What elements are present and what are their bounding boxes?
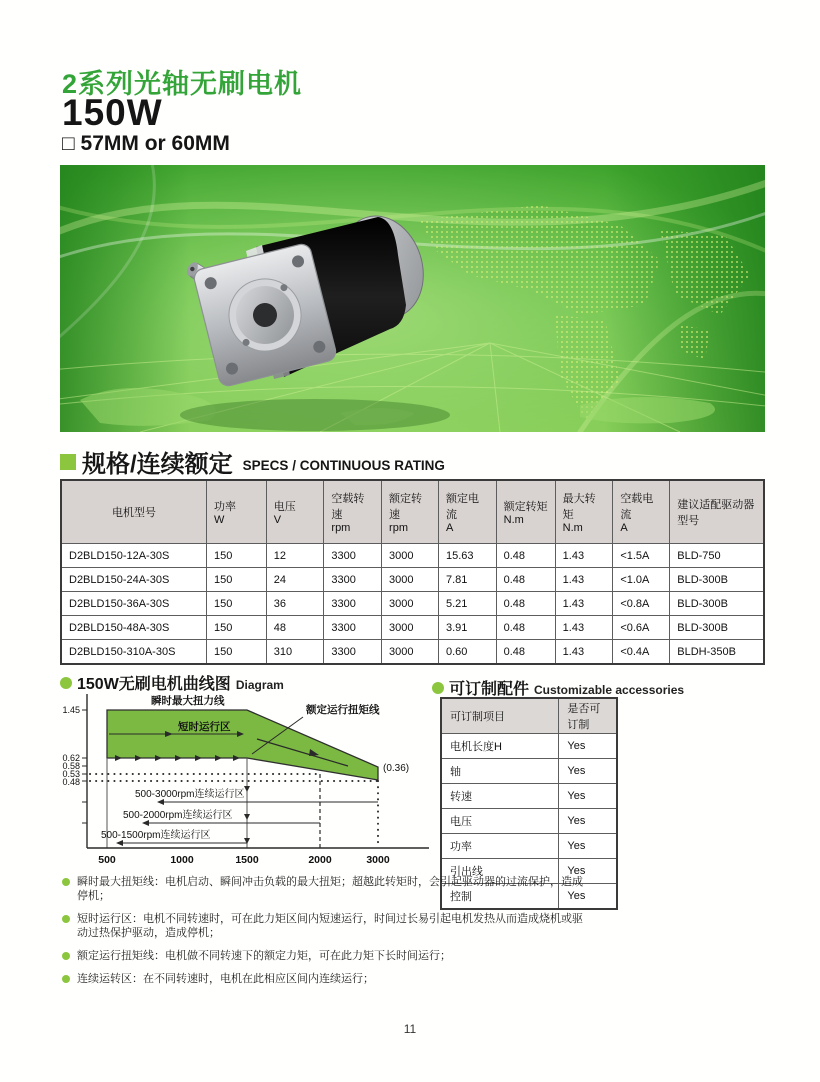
spec-table-cell: BLD-300B (670, 592, 764, 616)
svg-text:0.58: 0.58 (62, 761, 80, 771)
svg-text:1.45: 1.45 (62, 705, 80, 715)
spec-table-cell: 3000 (382, 640, 439, 665)
spec-table-cell: 3300 (324, 616, 382, 640)
accessories-table-cell: Yes (559, 784, 617, 809)
torque-curve-chart (55, 690, 433, 877)
spec-column-header: 最大转矩 N.m (555, 480, 613, 544)
spec-table-cell: D2BLD150-48A-30S (61, 616, 207, 640)
spec-table-cell: <0.8A (613, 592, 670, 616)
spec-table-cell: 0.60 (438, 640, 496, 665)
svg-text:500: 500 (98, 854, 116, 866)
spec-table-row (61, 640, 764, 665)
spec-table-cell: 15.63 (438, 544, 496, 568)
spec-table-row (61, 616, 764, 640)
spec-column-header: 电机型号 (61, 480, 207, 544)
svg-text:额定运行扭矩线: 额定运行扭矩线 (306, 704, 380, 716)
x-axis-labels (98, 854, 390, 866)
svg-text:0.62: 0.62 (62, 753, 80, 763)
spec-table (60, 479, 765, 665)
spec-table-cell: 3000 (382, 544, 439, 568)
spec-table-cell: 3300 (324, 592, 382, 616)
footnote-item (62, 972, 592, 986)
spec-table-cell: 24 (266, 568, 324, 592)
spec-table-header-row (61, 480, 764, 544)
note-bullet-icon (62, 878, 70, 886)
accessories-table-row (441, 734, 617, 759)
page-number: 11 (403, 1022, 417, 1036)
accessories-table-cell: 轴 (441, 759, 559, 784)
accessories-table-cell: Yes (559, 734, 617, 759)
y-axis-labels (62, 705, 80, 787)
note-bullet-icon (62, 975, 70, 983)
spec-table-cell: 0.48 (496, 544, 555, 568)
spec-table-cell: 1.43 (555, 568, 613, 592)
spec-table-cell: D2BLD150-12A-30S (61, 544, 207, 568)
diagram-title-cn: 150W无刷电机曲线图 (77, 676, 231, 693)
spec-table-cell: D2BLD150-310A-30S (61, 640, 207, 665)
section-title-cn: 规格/连续额定 (82, 451, 233, 478)
power-title: 150W (62, 92, 163, 133)
spec-table-cell: 3300 (324, 640, 382, 665)
hero-image (60, 165, 765, 432)
spec-table-body (61, 544, 764, 665)
accessories-header (432, 676, 684, 699)
accessories-bullet-icon (432, 682, 444, 694)
size-title: □ 57MM or 60MM (62, 132, 230, 155)
spec-table-cell: 310 (266, 640, 324, 665)
spec-table-cell: 5.21 (438, 592, 496, 616)
svg-text:500-3000rpm连续运行区: 500-3000rpm连续运行区 (135, 789, 245, 800)
spec-column-header: 建议适配驱动器型号 (670, 480, 764, 544)
spec-table-cell: <0.6A (613, 616, 670, 640)
accessories-table-cell: Yes (559, 834, 617, 859)
svg-text:瞬时最大扭力线: 瞬时最大扭力线 (151, 695, 225, 707)
spec-column-header: 额定电流 A (438, 480, 496, 544)
spec-table-cell: 0.48 (496, 640, 555, 665)
spec-table-cell: BLD-300B (670, 568, 764, 592)
diagram-title-en: Diagram (235, 678, 284, 692)
spec-table-cell: 12 (266, 544, 324, 568)
accessories-title-en: Customizable accessories (534, 683, 685, 697)
series-title: 2系列光轴无刷电机 (62, 69, 303, 99)
note-bullet-icon (62, 915, 70, 923)
spec-table-cell: D2BLD150-36A-30S (61, 592, 207, 616)
spec-table-cell: 3000 (382, 592, 439, 616)
spec-table-cell: 36 (266, 592, 324, 616)
spec-table-row (61, 592, 764, 616)
svg-text:0.48: 0.48 (62, 777, 80, 787)
operating-envelope-area (107, 710, 378, 780)
spec-table-row (61, 544, 764, 568)
accessories-table-cell: 电机长度H (441, 734, 559, 759)
spec-table-cell: 0.48 (496, 568, 555, 592)
spec-table-cell: BLDH-350B (670, 640, 764, 665)
footnote-item (62, 875, 592, 903)
svg-text:3000: 3000 (366, 854, 390, 866)
accessories-table-row (441, 834, 617, 859)
accessories-table-cell: Yes (559, 759, 617, 784)
spec-table-cell: 3300 (324, 568, 382, 592)
footnotes (62, 875, 592, 995)
accessories-column-header: 可订制项目 (441, 698, 559, 734)
svg-text:1000: 1000 (170, 854, 194, 866)
spec-table-cell: 150 (207, 592, 267, 616)
accessories-table-cell: Yes (559, 884, 617, 910)
accessories-table-header-row (441, 698, 617, 734)
spec-column-header: 功率 W (207, 480, 267, 544)
spec-table-cell: 3.91 (438, 616, 496, 640)
svg-text:0.53: 0.53 (62, 769, 80, 779)
spec-table-cell: 0.48 (496, 616, 555, 640)
spec-table-cell: 150 (207, 640, 267, 665)
note-bullet-icon (62, 952, 70, 960)
spec-column-header: 额定转速 rpm (382, 480, 439, 544)
spec-table-cell: BLD-300B (670, 616, 764, 640)
spec-table-cell: 150 (207, 544, 267, 568)
svg-text:500-2000rpm连续运行区: 500-2000rpm连续运行区 (123, 810, 233, 821)
accessories-table-cell: 电压 (441, 809, 559, 834)
spec-table-cell: <0.4A (613, 640, 670, 665)
spec-table-cell: 48 (266, 616, 324, 640)
spec-table-cell: BLD-750 (670, 544, 764, 568)
accessories-table-cell: 控制 (441, 884, 559, 910)
spec-table-cell: D2BLD150-24A-30S (61, 568, 207, 592)
hero-banner (60, 165, 765, 432)
spec-column-header: 电压 V (266, 480, 324, 544)
svg-text:2000: 2000 (308, 854, 332, 866)
spec-table-cell: 3300 (324, 544, 382, 568)
note-text: 短时运行区：电机不同转速时，可在此力矩区间内短速运行，时间过长易引起电机发热从而造成烧机或驱动过热保护驱动，造成停机； (77, 913, 583, 939)
spec-table-row (61, 568, 764, 592)
note-text: 额定运行扭矩线：电机做不同转速下的额定力矩，可在此力矩下长时间运行； (77, 950, 451, 962)
spec-table-cell: 1.43 (555, 592, 613, 616)
diagram-bullet-icon (60, 677, 72, 689)
accessories-table-row (441, 784, 617, 809)
spec-table-cell: 1.43 (555, 544, 613, 568)
accessories-table-row (441, 809, 617, 834)
spec-table-cell: 3000 (382, 616, 439, 640)
note-text: 连续运转区：在不同转速时，电机在此相应区间内连续运行； (77, 973, 374, 985)
note-text: 瞬时最大扭矩线：电机启动、瞬间冲击负载的最大扭矩；超越此转矩时，会引起驱动器的过流保护，造成停机； (77, 876, 583, 902)
footnote-item (62, 912, 592, 940)
accessories-table-row (441, 759, 617, 784)
accessories-table-cell: 功率 (441, 834, 559, 859)
svg-text:500-1500rpm连续运行区: 500-1500rpm连续运行区 (101, 830, 211, 841)
accessories-column-header: 是否可订制 (559, 698, 617, 734)
svg-text:1500: 1500 (235, 854, 259, 866)
svg-text:短时运行区: 短时运行区 (178, 721, 231, 733)
spec-table-cell: 1.43 (555, 616, 613, 640)
accessories-table-cell: 转速 (441, 784, 559, 809)
spec-table-cell: 7.81 (438, 568, 496, 592)
zone-labels (101, 787, 244, 841)
accessories-table-cell: 引出线 (441, 859, 559, 884)
spec-table-cell: <1.5A (613, 544, 670, 568)
section-square-icon (60, 454, 76, 470)
spec-table-cell: <1.0A (613, 568, 670, 592)
spec-table-cell: 1.43 (555, 640, 613, 665)
spec-table-cell: 0.48 (496, 592, 555, 616)
section-title-en: SPECS / CONTINUOUS RATING (242, 458, 445, 473)
spec-column-header: 空载电流 A (613, 480, 670, 544)
spec-column-header: 额定转矩 N.m (496, 480, 555, 544)
spec-table-cell: 150 (207, 616, 267, 640)
spec-column-header: 空载转速 rpm (324, 480, 382, 544)
accessories-title-cn: 可订制配件 (449, 681, 530, 698)
spec-table-cell: 3000 (382, 568, 439, 592)
accessories-table-cell: Yes (559, 809, 617, 834)
svg-text:(0.36): (0.36) (383, 763, 410, 774)
spec-table-cell: 150 (207, 568, 267, 592)
section-header (60, 444, 445, 479)
footnote-item (62, 949, 592, 963)
accessories-table-cell: Yes (559, 859, 617, 884)
